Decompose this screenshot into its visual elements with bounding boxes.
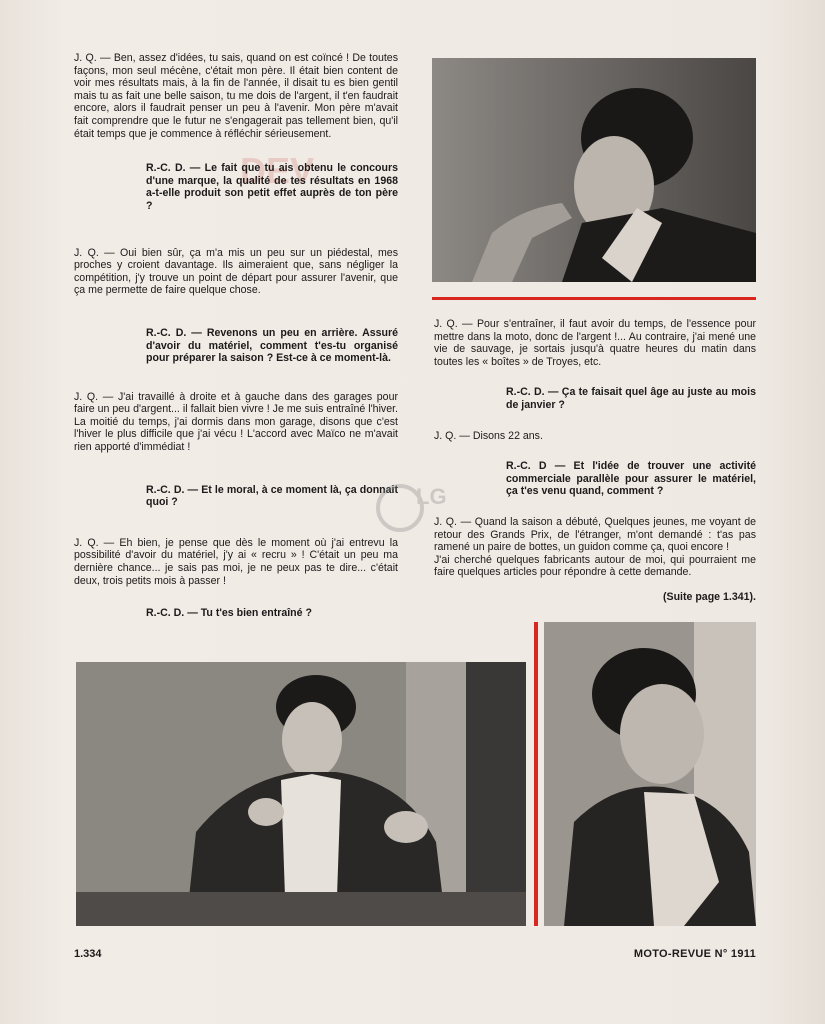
answer-paragraph: J. Q. — Disons 22 ans. bbox=[434, 429, 543, 442]
answer-paragraph: J. Q. — Oui bien sûr, ça m'a mis un peu sur un piédestal, mes proches y croient davantage. Ils aimeraient que, sans négliger la compétition, j'y trouve un point de départ pour assurer l'avenir, que ça me permette de faire quelque chose. bbox=[74, 246, 398, 297]
interview-photo-bottom-left bbox=[76, 662, 526, 926]
answer-paragraph: J. Q. — Eh bien, je pense que dès le moment où j'ai entrevu la possibilité d'avoir du matériel, j'y ai « recru » ! C'était un peu ma dernière chance... je sais pas moi, je ne peux pas te dire... c'était deux, trois petits mois à passer ! bbox=[74, 536, 398, 587]
question-paragraph: R.-C. D. — Le fait que tu ais obtenu le concours d'une marque, la qualité de tes résultats en 1968 a-t-elle produit son petit effet auprès de ton père ? bbox=[146, 162, 398, 212]
svg-text:LG: LG bbox=[416, 484, 447, 509]
question-paragraph: R.-C. D. — Tu t'es bien entraîné ? bbox=[146, 607, 312, 620]
question-paragraph: R.-C. D. — Et le moral, à ce moment là, ça donnait quoi ? bbox=[146, 483, 398, 509]
right-text-column bbox=[434, 318, 756, 604]
answer-paragraph: J. Q. — Pour s'entraîner, il faut avoir du temps, de l'essence pour mettre dans la moto, donc de l'argent !... Au contraire, j'ai mené une vie de sauvage, je sortais jusqu'à quatre heures du matin dans toutes les « boîtes » de Troyes, etc. bbox=[434, 318, 756, 368]
question-paragraph: R.-C. D. — Ça te faisait quel âge au juste au mois de janvier ? bbox=[506, 386, 756, 411]
question-paragraph: R.-C. D. — Revenons un peu en arrière. Assuré d'avoir du matériel, comment t'es-tu organisé pour préparer la saison ? Est-ce à ce moment-là. bbox=[146, 326, 398, 365]
answer-paragraph: J. Q. — J'ai travaillé à droite et à gauche dans des garages pour faire un peu d'argent... il fallait bien vivre ! Je me suis entraîné l'hiver. La moitié du temps, j'ai dormis dans mon garage, disons que c'est l'hiver le plus difficile que j'ai vécu ! L'accord avec Maïco ne m'avait rien apporté d'immédiat ! bbox=[74, 390, 398, 454]
answer-paragraph: J. Q. — Quand la saison a débuté, Quelques jeunes, me voyant de retour des Grands Prix, de l'étranger, m'ont demandé : t'as pas ramené un paire de bottes, un guidon comme ça, quoi encore ! bbox=[434, 515, 756, 554]
red-divider-rule bbox=[432, 297, 756, 300]
left-text-column bbox=[74, 52, 398, 632]
portrait-photo-top bbox=[432, 58, 756, 282]
continued-note: (Suite page 1.341). bbox=[662, 590, 756, 603]
question-paragraph: R.-C. D — Et l'idée de trouver une activité commerciale parallèle pour assurer le matériel, ça t'es venu quand, comment ? bbox=[506, 460, 756, 498]
magazine-issue: MOTO-REVUE N° 1911 bbox=[633, 948, 756, 960]
answer-paragraph: J. Q. — Ben, assez d'idées, tu sais, quand on est coïncé ! De toutes façons, mon seul mécène, c'était mon père. Il était bien content de voir mes résultats mais, à la fin de l'année, il disait tu es bien gentil mais tu as fait une belle saison, tu me dois de l'argent, il t'en faudrait encore, alors il faudrait penser un peu à l'avenir. Mon père m'avait fait comprendre que le futur ne s'engagerait pas tellement bien, qu'il était temps que je commence à réfléchir sérieusement. bbox=[74, 52, 398, 140]
red-vertical-rule bbox=[534, 622, 538, 926]
page-number: 1.334 bbox=[74, 948, 102, 960]
answer-paragraph: J'ai cherché quelques fabricants autour de moi, qui pourraient me faire quelques articles pour répondre à cette demande. bbox=[434, 553, 756, 579]
bleed-through-subtitle: DEV bbox=[240, 150, 315, 191]
portrait-photo-bottom-right bbox=[544, 622, 756, 926]
